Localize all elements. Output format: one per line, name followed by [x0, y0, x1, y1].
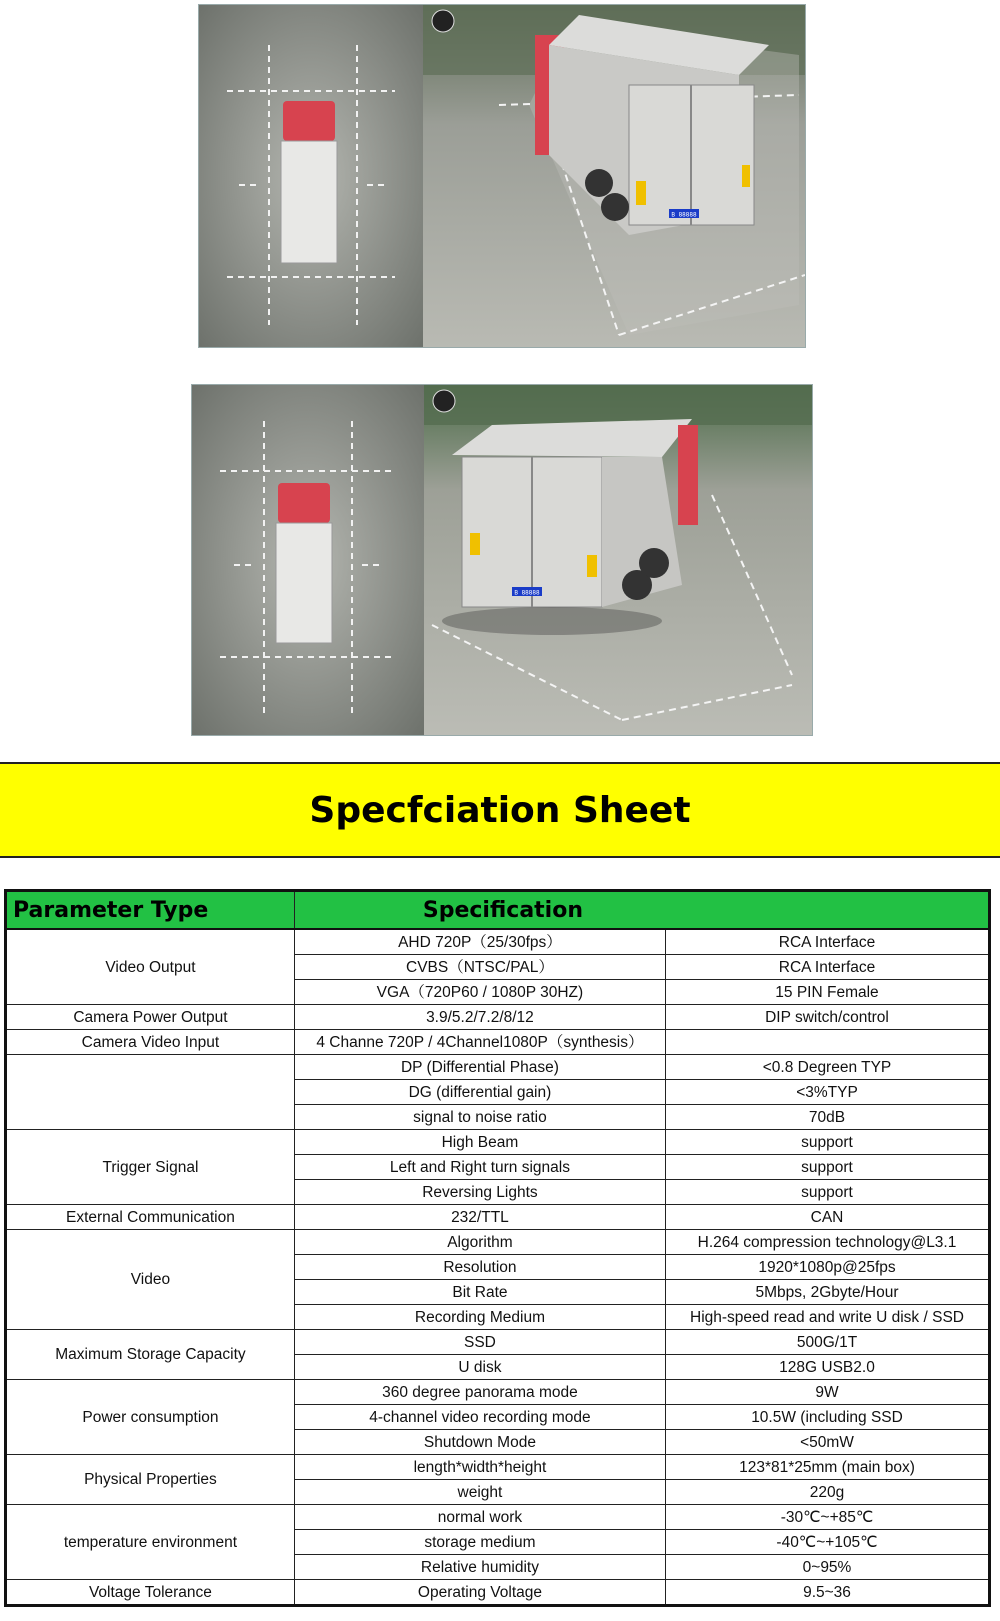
spec-value-cell: 0~95% — [666, 1555, 990, 1580]
spec-item-cell: DG (differential gain) — [294, 1080, 665, 1105]
spec-value-cell: support — [666, 1180, 990, 1205]
spec-value-cell: support — [666, 1130, 990, 1155]
spec-value-cell: CAN — [666, 1205, 990, 1230]
spec-item-cell: Left and Right turn signals — [294, 1155, 665, 1180]
parameter-type-cell: Power consumption — [6, 1380, 295, 1455]
table-row — [6, 1205, 990, 1230]
spec-value-cell: 10.5W (including SSD — [666, 1405, 990, 1430]
car-mode-icon-2 — [433, 390, 455, 412]
spec-item-cell: DP (Differential Phase) — [294, 1055, 665, 1080]
spec-value-cell: H.264 compression technology@L3.1 — [666, 1230, 990, 1255]
table-row — [6, 1055, 990, 1080]
table-header-row — [6, 891, 990, 930]
spec-item-cell: AHD 720P（25/30fps） — [294, 929, 665, 955]
spec-item-cell: CVBS（NTSC/PAL） — [294, 955, 665, 980]
spec-value-cell: DIP switch/control — [666, 1005, 990, 1030]
spec-value-cell — [666, 1030, 990, 1055]
spec-item-cell: 3.9/5.2/7.2/8/12 — [294, 1005, 665, 1030]
parameter-type-cell: Maximum Storage Capacity — [6, 1330, 295, 1380]
perspective-view-2 — [424, 385, 812, 735]
sheet-title: Specfciation Sheet — [309, 789, 691, 831]
spec-item-cell: weight — [294, 1480, 665, 1505]
spec-value-cell: support — [666, 1155, 990, 1180]
spec-table-body — [6, 929, 990, 1606]
header-parameter-type: Parameter Type — [6, 891, 295, 930]
spec-item-cell: Relative humidity — [294, 1555, 665, 1580]
spec-item-cell: 232/TTL — [294, 1205, 665, 1230]
spec-item-cell: Resolution — [294, 1255, 665, 1280]
spec-item-cell: 4 Channe 720P / 4Channel1080P（synthesis） — [294, 1030, 665, 1055]
truck-cab-top — [283, 101, 335, 141]
table-row — [6, 1580, 990, 1606]
spec-item-cell: Bit Rate — [294, 1280, 665, 1305]
spec-table — [4, 889, 991, 1607]
title-banner — [0, 762, 1000, 858]
spec-item-cell: signal to noise ratio — [294, 1105, 665, 1130]
spec-item-cell: storage medium — [294, 1530, 665, 1555]
parameter-type-cell: Physical Properties — [6, 1455, 295, 1505]
spec-item-cell: normal work — [294, 1505, 665, 1530]
spec-value-cell: 5Mbps, 2Gbyte/Hour — [666, 1280, 990, 1305]
table-row — [6, 1030, 990, 1055]
spec-item-cell: Recording Medium — [294, 1305, 665, 1330]
car-mode-icon — [432, 10, 454, 32]
surround-view-rear-image — [192, 385, 812, 735]
table-row — [6, 1455, 990, 1480]
spec-item-cell: length*width*height — [294, 1455, 665, 1480]
spec-item-cell: High Beam — [294, 1130, 665, 1155]
spec-value-cell: -30℃~+85℃ — [666, 1505, 990, 1530]
spec-value-cell: 1920*1080p@25fps — [666, 1255, 990, 1280]
spec-value-cell: 9.5~36 — [666, 1580, 990, 1606]
plate-label: B 88888 — [671, 211, 697, 219]
table-row — [6, 1380, 990, 1405]
parameter-type-cell — [6, 1055, 295, 1130]
spec-value-cell: 15 PIN Female — [666, 980, 990, 1005]
spec-value-cell: -40℃~+105℃ — [666, 1530, 990, 1555]
camera-screenshot-1 — [198, 4, 806, 348]
table-row — [6, 1005, 990, 1030]
table-row — [6, 1330, 990, 1355]
parameter-type-cell: Video Output — [6, 929, 295, 1005]
spec-item-cell: Algorithm — [294, 1230, 665, 1255]
parameter-type-cell: Camera Power Output — [6, 1005, 295, 1030]
parameter-type-cell: Voltage Tolerance — [6, 1580, 295, 1606]
parameter-type-cell: temperature environment — [6, 1505, 295, 1580]
table-row — [6, 1505, 990, 1530]
surround-view-front-image — [199, 5, 805, 347]
table-row — [6, 929, 990, 955]
spec-value-cell: <50mW — [666, 1430, 990, 1455]
parameter-type-cell: Trigger Signal — [6, 1130, 295, 1205]
table-row — [6, 1230, 990, 1255]
spec-item-cell: Shutdown Mode — [294, 1430, 665, 1455]
spec-item-cell: U disk — [294, 1355, 665, 1380]
spec-value-cell: 9W — [666, 1380, 990, 1405]
spec-value-cell: RCA Interface — [666, 929, 990, 955]
spec-item-cell: 360 degree panorama mode — [294, 1380, 665, 1405]
spec-item-cell: Operating Voltage — [294, 1580, 665, 1606]
spec-value-cell: 500G/1T — [666, 1330, 990, 1355]
parameter-type-cell: Camera Video Input — [6, 1030, 295, 1055]
spec-value-cell: 123*81*25mm (main box) — [666, 1455, 990, 1480]
parameter-type-cell: Video — [6, 1230, 295, 1330]
camera-screenshot-2 — [191, 384, 813, 736]
birds-eye-view — [199, 5, 423, 347]
birds-eye-view-2 — [192, 385, 424, 735]
spec-value-cell: 70dB — [666, 1105, 990, 1130]
plate-label-2: B 88888 — [514, 589, 540, 597]
spec-value-cell: <0.8 Degreen TYP — [666, 1055, 990, 1080]
spec-item-cell: VGA（720P60 / 1080P 30HZ) — [294, 980, 665, 1005]
spec-value-cell: High-speed read and write U disk / SSD — [666, 1305, 990, 1330]
perspective-view — [423, 5, 805, 347]
parameter-type-cell: External Communication — [6, 1205, 295, 1230]
spec-item-cell: SSD — [294, 1330, 665, 1355]
spec-item-cell: Reversing Lights — [294, 1180, 665, 1205]
spec-value-cell: 128G USB2.0 — [666, 1355, 990, 1380]
spec-value-cell: <3%TYP — [666, 1080, 990, 1105]
table-row — [6, 1130, 990, 1155]
spec-value-cell: 220g — [666, 1480, 990, 1505]
spec-item-cell: 4-channel video recording mode — [294, 1405, 665, 1430]
header-specification: Specification — [294, 891, 989, 930]
spec-value-cell: RCA Interface — [666, 955, 990, 980]
